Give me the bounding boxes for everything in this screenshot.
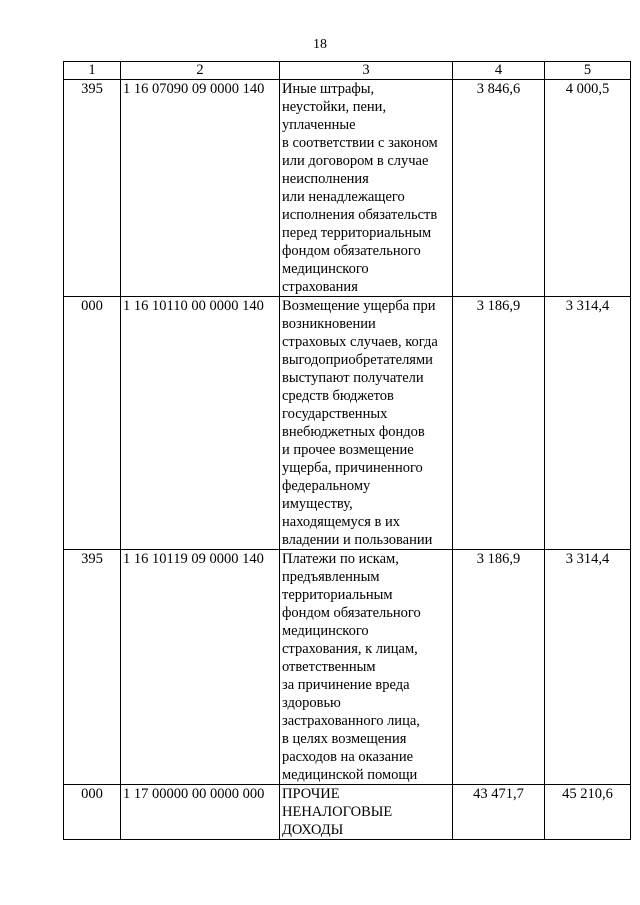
row-name-line: предъявленным [282,569,380,585]
row-name-line: страхования, к лицам, [282,641,418,657]
column-header-5: 5 [545,62,631,80]
row-name-line: уплаченные [282,117,356,133]
row-name-line: страховых случаев, когда [282,334,438,350]
table-body [64,80,631,840]
row-value-year1-cell: 43 471,7 [453,785,545,840]
row-name-cell [280,785,453,840]
row-name-line: Иные штрафы, [282,81,375,97]
row-kbk-cell: 1 16 10119 09 0000 140 [121,550,280,785]
row-value-year2-cell: 3 314,4 [545,297,631,550]
row-value-year2-cell: 45 210,6 [545,785,631,840]
row-value-year2-cell: 4 000,5 [545,80,631,297]
column-header-4: 4 [453,62,545,80]
table-row [64,297,631,550]
row-name-line: медицинской помощи [282,767,418,783]
row-name-line: расходов на оказание [282,749,414,765]
row-name-line: территориальным [282,587,393,603]
row-name-line: в целях возмещения [282,731,407,747]
row-name-line: НЕНАЛОГОВЫЕ [282,804,393,820]
table-row [64,80,631,297]
row-name-line: государственных [282,406,388,422]
row-name-cell [280,297,453,550]
row-kbk-cell: 1 16 10110 00 0000 140 [121,297,280,550]
row-name-line: ДОХОДЫ [282,822,344,838]
row-name-line: внебюджетных фондов [282,424,425,440]
budget-table [63,61,631,840]
row-name-line: неисполнения [282,171,369,187]
row-name-line: фондом обязательного [282,605,421,621]
row-value-year1-cell: 3 186,9 [453,297,545,550]
row-name-line: здоровью [282,695,341,711]
row-name-line: исполнения обязательств [282,207,438,223]
page-number: 18 [313,37,327,52]
row-name-line: ущерба, причиненного [282,460,423,476]
row-name-line: или договором в случае [282,153,429,169]
column-header-1: 1 [64,62,121,80]
table-row [64,550,631,785]
row-name-line: за причинение вреда [282,677,410,693]
row-name-line: Возмещение ущерба при [282,298,436,314]
row-name-line: выгодоприобретателями [282,352,433,368]
row-name-line: и прочее возмещение [282,442,414,458]
row-name-cell [280,80,453,297]
row-code-cell: 000 [64,297,121,550]
row-name-line: федеральному [282,478,371,494]
column-header-2: 2 [121,62,280,80]
row-name-line: или ненадлежащего [282,189,405,205]
row-name-line: неустойки, пени, [282,99,387,115]
column-header-3: 3 [280,62,453,80]
row-name-line: возникновении [282,316,376,332]
row-name-line: фондом обязательного [282,243,421,259]
row-value-year1-cell: 3 846,6 [453,80,545,297]
row-name-line: медицинского [282,261,369,277]
row-name-line: застрахованного лица, [282,713,420,729]
row-name-line: страхования [282,279,358,295]
row-value-year1-cell: 3 186,9 [453,550,545,785]
row-kbk-cell: 1 17 00000 00 0000 000 [121,785,280,840]
row-code-cell: 000 [64,785,121,840]
table-header-row [64,62,631,80]
table-row [64,785,631,840]
row-code-cell: 395 [64,550,121,785]
row-name-line: в соответствии с законом [282,135,438,151]
row-name-cell [280,550,453,785]
row-name-line: средств бюджетов [282,388,394,404]
row-name-line: Платежи по искам, [282,551,399,567]
row-kbk-cell: 1 16 07090 09 0000 140 [121,80,280,297]
row-value-year2-cell: 3 314,4 [545,550,631,785]
row-name-line: медицинского [282,623,369,639]
row-name-line: владении и пользовании [282,532,433,548]
row-name-line: находящемуся в их [282,514,401,530]
row-name-line: выступают получатели [282,370,424,386]
row-name-line: ответственным [282,659,376,675]
row-name-line: имуществу, [282,496,353,512]
row-name-line: ПРОЧИЕ [282,786,340,802]
row-code-cell: 395 [64,80,121,297]
row-name-line: перед территориальным [282,225,432,241]
